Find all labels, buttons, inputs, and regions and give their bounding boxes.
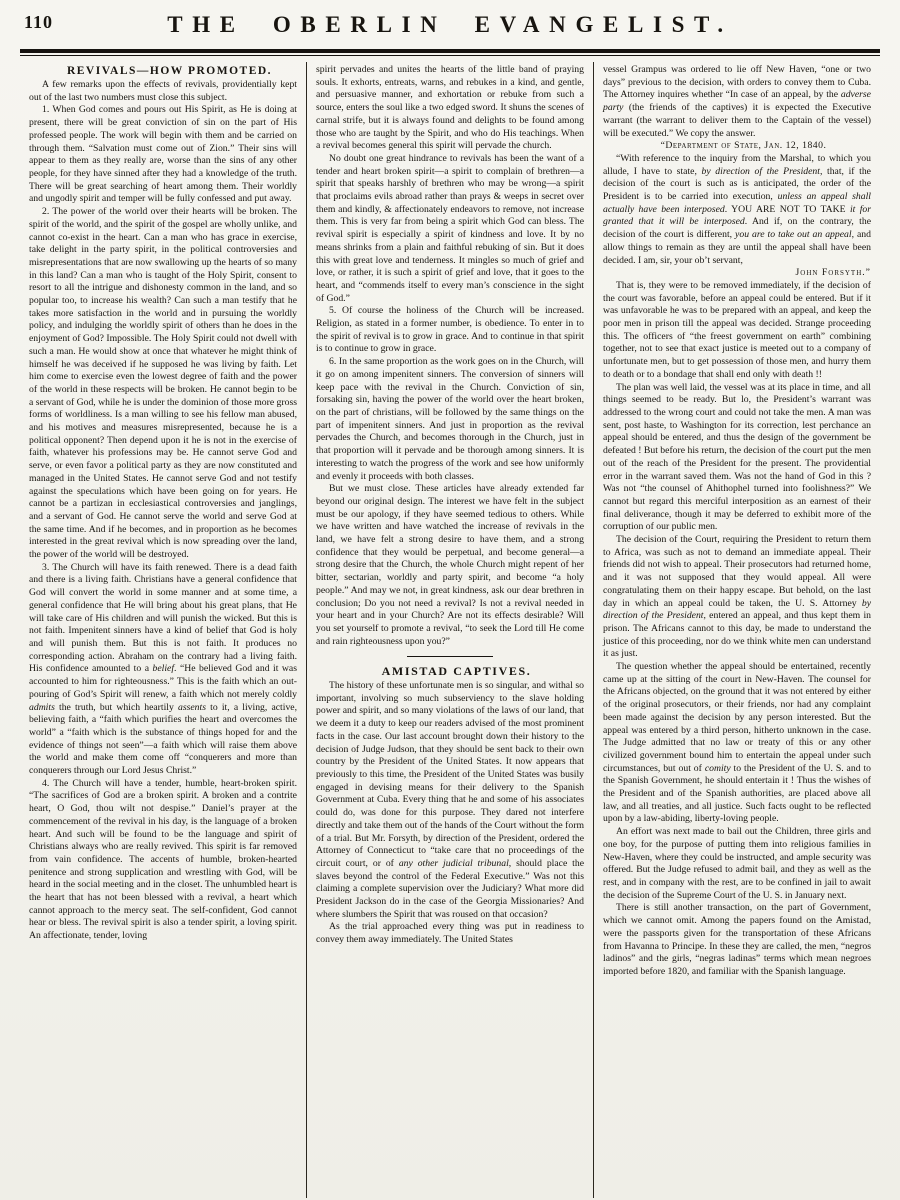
column-3 — [594, 62, 880, 1198]
masthead-title: THE OBERLIN EVANGELIST. — [167, 12, 733, 37]
section-divider-rule — [407, 656, 493, 657]
page-number: 110 — [24, 12, 54, 32]
article-title-revivals: REVIVALS—HOW PROMOTED. — [66, 65, 273, 77]
letter-signature: John Forsyth.” — [795, 267, 871, 279]
column-layout — [20, 62, 880, 1198]
paragraph: 6. In the same proportion as the work goes on in the Church, will it go on among impenitent sinners. The conversion of sinners will keep pace with the revival in the Church. Conviction of sin, forsaking sin, having the power of the world over the heart broken, on the part of christians, will be followed by the same things on the part of impenitent sinners. And just in proportion as the revival pervades the Church, and becomes thorough in the Church, just in that proportion will it pervade and be thorough among sinners. It is interesting to watch the progress of the work and see how uniformly and evenly it proceeds with both classes. — [316, 356, 584, 482]
paragraph: As the trial approached every thing was put in readiness to convey them away immediately. The United States — [316, 921, 584, 946]
paragraph: An effort was next made to bail out the Children, three girls and one boy, for the purpose of putting them into religious families in New-Haven, where they could be instructed, and ample security was offered. But the Judge refused to admit bail, and they as well as the rest, and in company with the rest, are to be confined in jail to await the decision of the Supreme Court of the U. S. in January next. — [603, 826, 871, 901]
column-1 — [20, 62, 306, 1198]
paragraph: No doubt one great hindrance to revivals has been the want of a tender and heart broken spirit—a spirit to complain of brethren—a spirit that speaks harshly of brethren who may be wrong—a spirit that proclaims evils abroad rather than prays & weeps in secret over them and kindly, & affectionately endeavors to remove, not increase them. This is very far from being a spirit which God can bless. The revival spirit is especially a spirit of kindness and love. It by no means shrinks from a plain and faithful rebuking of sin. But it does this with great love and tenderness. It mingles so much of grief and love, or rather, it is such a spirit of grief and love, that it goes to the heart, and “commends itself to every man’s conscience in the sight of God.” — [316, 152, 584, 304]
paragraph-continuation: vessel Grampus was ordered to lie off New Haven, “one or two days” previous to the decision, with orders to convey them to Cuba. The Attorney inquires whether “In case of an appeal, by the adverse party (the friends of the captives) it is expected the Executive warrant (the warrant to deliver them to the Captain of the vessel) will be executed.” We copy the answer. — [603, 64, 871, 139]
letter-dateline: “Department of State, Jan. 12, 1840. — [660, 140, 827, 152]
paragraph: The decision of the Court, requiring the President to return them to Africa, was such as not to demand an immediate appeal. Their friends did not wish to appeal. Their prosecutors had returned home, and it was not supposed that they would appeal. All were congratulating them on their happy escape. But behold, on the last day in which an appeal could be taken, the U. S. Attorney by direction of the President, entered an appeal, and thus kept them in prison. The Africans cannot to this day, be made to understand the justice of this proceeding, nor do we think white men can understand it as just. — [603, 534, 871, 660]
rule-thick — [20, 49, 880, 53]
article-title-amistad: AMISTAD CAPTIVES. — [381, 664, 532, 679]
paragraph: 2. The power of the world over their hearts will be broken. The spirit of the world, and the spirit of the gospel are wholly unlike, and cannot co-exist in the heart. Can a man who has grace in exercise, take delight in the party spirit, in the political controversies and misrepresentations that are now swallowing up the hearts of so many in this land? Can a man who is taught of the Holy Spirit, consent to resort to all the intrigue and dishonesty common in the land, and so popular too, to increase his wealth? Can such a man testify that he takes more satisfaction in the world and in pursuing the worldly policy, and indulging the worldly spirit of others than he does in the enjoyment of God? Impossible. The Holy Spirit could not dwell with such a man. He would show at once that whatever he might think of himself he was deceived if he supposed he was living by faith. Let him come to exercise even the lowest degree of faith and the power of the world in these respects will be broken. He cannot begin to be a servant of God, while he is under the dominion of those more gross forms of worldliness. Is a man willing to see his fellow man abused, and his motives and measures misrepresented, because he is a political opponent? Then depend upon it he is not in the exercise of faith, whatever his professions may be. He cannot serve God and serve, or even favor a political party as they are now constituted and managed in the United States. He cannot serve God and not testify against the speculations which have been going on for years. He cannot be a partizan in ecclesiastical controversies and janglings, and a servant of God. He cannot serve the world and serve God at the same time. And if he becomes, and in proportion as he becomes interested in the great revival which is now spreading over the land, the power of the world will be destroyed. — [29, 206, 297, 561]
paragraph: 3. The Church will have its faith renewed. There is a dead faith and there is a living faith. Christians have a general confidence that God will convert the world in some manner and at some time, a general confidence that He will bring about his great plans, that He will take care of His children and will punish the wicked. But this is not faith. Impenitent sinners have a kind of belief that God is holy and will punish them. But this is not faith. It produces no corresponding action. Abraham on the contrary had a living faith. His confidence amounted to a belief. “He believed God and it was accounted to him for righteousness.” This is the faith which an out-pouring of God’s Spirit will renew, a faith which not merely coldly admits the truth, but which heartily assents to it, a living, active, believing faith, a “faith which purifies the heart and overcomes the world” a “faith which is the substance of things hoped for and the evidence of things not seen”—a faith which will raise them above the world and make them come off “conquerers and more than conquerers through our Lord Jesus Christ.” — [29, 561, 298, 777]
paragraph: 5. Of course the holiness of the Church will be increased. Religion, as stated in a former number, is obedience. To enter in to the spirit of revival is to grow in grace. And to continue in that spirit is to continue to grow in grace. — [316, 305, 584, 355]
paragraph: The history of these unfortunate men is so singular, and withal so important, involving so much subserviency to the slave holding power and spirit, and so many violations of the laws of our land, that we deem it a duty to keep our readers advised of the most prominent facts in the case. Our last account brought down their history to the decision of Judge Judson, that they should be sent back to their own country by the President of the United States. It now appears that previously to this time, the President of the United States was busily engaged in devising means for their delivery to the Spanish Government at Cuba. Every thing that he and some of his associates could do, was done for this purpose. They dared not interfere directly and take them out of the hands of the Court without the form of a trial. But Mr. Forsyth, by direction of the President, ordered the Attorney of Connecticut to “take care that no proceedings of the circuit court, or of any other judicial tribunal, should place the slaves beyond the control of the Federal Executive.” Was not this claiming a complete supervision over the Judiciary? What more did President Jackson do in the case of the Georgia Missionaries? And where slumbers the Spirit that was roused on that occasion? — [316, 680, 584, 920]
paragraph: The question whether the appeal should be entertained, recently came up at the sitting of the court in New-Haven. The counsel for the Africans objected, on the ground that it was not entered by either of the original prosecutors, or their friends, nor had any complaint been made against the decision by any person interested. But the appeal was entered by a third person, hitherto unknown in the case. The Judge admitted that no law or treaty of this or any other civilized government bound him to entertain the appeal under such circumstances, but out of comity to the President of the U. S. and to the Spanish Government, he should entertain it ! Thus the wishes of the President and of the Spanish authorities, are placed above all law, and all treaties, and all justice. Such facts ought to be reflected upon by a law-abiding, liberty-loving people. — [603, 661, 871, 825]
paragraph: There is still another transaction, on the part of Government, which we cannot omit. Among the papers found on the Amistad, were the passports given for the transportation of these Africans from Havanna to Principe. In these they are called, the men, “negros ladinos” and the girls, “negras ladinas” terms which mean negroes imported before 1820, and familiar with the Spanish language. — [603, 902, 871, 977]
paragraph: A few remarks upon the effects of revivals, providentially kept out of the last two numbers must close this subject. — [29, 79, 297, 103]
paragraph: That is, they were to be removed immediately, if the decision of the court was favorable, before an appeal could be entered. But if it was unfavorable he was to be prepared with an appeal, and keep the poor men in prison till the appeal was decided. Strange proceeding this. The officers of “the freest government on earth” combining together, not to see that exact justice is meeted out to a company of unfortunate men, but to get possession of those men, and hurry them to death or to a bondage that shall end only with death !! — [603, 279, 871, 380]
column-2 — [306, 62, 594, 1198]
masthead-rule — [20, 49, 880, 56]
paragraph: The plan was well laid, the vessel was at its place in time, and all things seemed to be ready. But lo, the President’s warrant was addressed to the wrong court and could not take the men. A man was sent, post haste, to Washington for its correction, lest perchance an appeal should be entered, and thus the design of the government be defeated ! But before his return, the decision of the court put the men out of the reach of the President for the present. The providential error in the warrant saved them. Was not the hand of God in this ? Was not “the counsel of Ahithophel turned into foolishness?” We cannot but regard this merciful interposition as an earnest of their final deliverance, though it may be deferred to exhibit more of the corruption of our public men. — [603, 381, 871, 533]
paragraph: But we must close. These articles have already extended far beyond our original design. The interest we have felt in the subject must be our apology, if they have seemed tedious to others. While we have written and have watched the increase of revivals in the land, we have felt a strong desire to have them, and a strong confidence that they would be perpetual, and become general—a strong desire that the Church, the whole Church might repent of her bitter, sectarian, worldly and party spirit, and become “a holy people.” And may we not, in great kindness, ask our dear brethren in conclusion; Do you not need a revival? Is not a revival needed in your heart and in your Church? Are not its effects desirable? Will you set yourself to promote a revival, “to seek the Lord till He come and rain righteousness upon you?” — [316, 483, 584, 647]
paragraph: 1. When God comes and pours out His Spirit, as He is doing at present, there will be great conviction of sin on the part of His professed people. The work will begin with them and be carried on through them. “Salvation must come out of Zion.” Their sins will appear to them as they really are, worse than the sins of any other people, for they have sinned after they had a knowledge of the truth. There will be great searching of heart among them. Their worldly and ungodly spirit and temper will be fully confessed and put away. — [29, 104, 297, 205]
page-header — [0, 0, 900, 46]
paragraph: 4. The Church will have a tender, humble, heart-broken spirit. “The sacrifices of God are a broken spirit. A broken and a contrite heart, O God, thou wilt not despise.” Daniel’s prayer at the commencement of the revival in his day, is the language of a broken heart. And such will be found to be the language and spirit of Christians always who are really revived. This spirit is far removed from vain confidence. The accents of humble, broken-hearted penitence and strong supplication and wrestling with God, will be heard in the social meeting and in the closet. The unhumbled heart is the heart that has not been blessed with a revival, a heart which cannot approach to the mercy seat. The self-confident, God cannot hear or bless. The revival spirit is also a tender spirit, a loving spirit. An affectionate, tender, loving — [29, 777, 297, 942]
paragraph-continuation: spirit pervades and unites the hearts of the little band of praying souls. It exhorts, entreats, warns, and rebukes in a kind, and gentle, and persuasive manner, and exhortation or rebuke from such a source, enters the soul like a two edged sword. It shuns the scenes of carnal strife, but it is always found and delights to be found among those who are taught by the Spirit, and who do His teachings. When a revival becomes general this spirit will pervade the church. — [316, 64, 584, 152]
letter-body: “With reference to the inquiry from the Marshal, to which you allude, I have to state, by direction of the President, that, if the decision of the court is such as is anticipated, the order of the President is to be carried into execution, unless an appeal shall actually have been interposed. YOU ARE NOT TO TAKE it for granted that it will be interposed. And if, on the contrary, the decision of the court is different, you are to take out an appeal, and allow things to remain as they are until the appeal shall have been decided. I am, sir, your ob’t servant, — [603, 152, 871, 266]
rule-thin — [20, 55, 880, 56]
